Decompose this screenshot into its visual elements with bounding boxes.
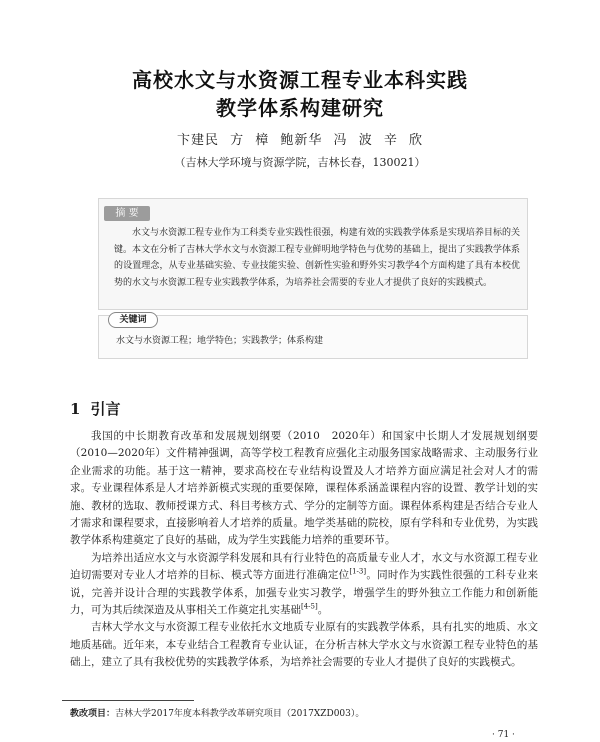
abstract-text (114, 225, 520, 291)
body-paragraph-2 (70, 550, 538, 620)
section-heading (70, 398, 120, 419)
keywords-label: 关键词 (108, 312, 158, 328)
paper-title-line1: 高校水文与水资源工程专业本科实践 (132, 68, 468, 92)
footnote-text: 吉林大学2017年度本科教学改革研究项目（2017XZD003）。 (115, 709, 365, 719)
body-paragraph-3: 吉林大学水文与水资源工程专业依托水文地质专业原有的实践教学体系，具有扎实的地质、水文地质基础。近年来，本专业结合工程教育专业认证，在分析吉林大学水文与水资源工程专业特色的基础上，建立了具有我校优势的实践教学体系，为培养社会需要的专业人才提供了良好的实践模式。 (70, 621, 538, 669)
paper-title-line2: 教学体系构建研究 (216, 96, 384, 120)
citation-2: [4-5] (301, 602, 318, 611)
section-number: 1 (70, 400, 81, 418)
section-body (70, 428, 538, 672)
section-title: 引言 (90, 400, 121, 418)
p2-text-b: 。同时作为实践性很强的工科专业来说，完善并设计合理的实践教学体系，加强专业实习教学，增强学生的野外独立工作能力和创新能力，可为其后续深造及从事相关工作奠定扎实基础 (70, 569, 539, 617)
footnote-divider (62, 700, 194, 701)
abstract-paragraph: 水文与水资源工程专业作为工科类专业实践性很强，构建有效的实践教学体系是实现培养目标的关键。本文在分析了吉林大学水文与水资源工程专业鲜明地学特色与优势的基础上，提出了实践教学体系的设置理念，从专业基础实验、专业技能实验、创新性实验和野外实习教学4个方面构建了具有本校优势的水文与水资源工程专业实践教学体系，为培养社会需要的专业人才提供了良好的实践模式。 (114, 228, 520, 288)
abstract-label: 摘 要 (104, 206, 150, 221)
body-paragraph-1: 我国的中长期教育改革和发展规划纲要（2010 2020年）和国家中长期人才发展规划纲要（2010—2020年）文件精神强调，高等学校工程教育应强化主动服务国家战略需求、主动服务行业企业需求的功能。基于这一精神，要求高校在专业结构设置及人才培养方面应满足社会对人才的需求。专业课程体系是人才培养新模式实现的重要保障，课程体系涵盖课程内容的设置、教学计划的实施、教材的选取、教师授课方式、科目考核方式、学分的定制等方面。课程体系构建是否结合专业人才需求和课程要求，直接影响着人才培养的质量。地学类基础的院校，原有学科和专业优势，为实践教学体系构建奠定了良好的基础，成为学生实践能力培养的重要环节。 (70, 430, 538, 547)
p2-text-a: 为培养出适应水文与水资源学科发展和具有行业特色的高质量专业人才，水文与水资源工程专业迫切需要对专业人才培养的目标、模式等方面进行准确定位 (70, 551, 538, 582)
keywords-text: 水文与水资源工程；地学特色；实践教学；体系构建 (116, 336, 324, 346)
p2-text-c: 。 (317, 604, 329, 617)
authors: 卞建民 方 樟 鲍新华 冯 波 辛 欣 (177, 133, 423, 148)
affiliation: （吉林大学环境与资源学院，吉林长春，130021） (174, 156, 426, 169)
citation-1: [1-3] (349, 567, 367, 576)
footnote (70, 706, 364, 719)
footnote-label: 教改项目： (70, 709, 116, 719)
page-number: · 71 · (492, 730, 515, 740)
